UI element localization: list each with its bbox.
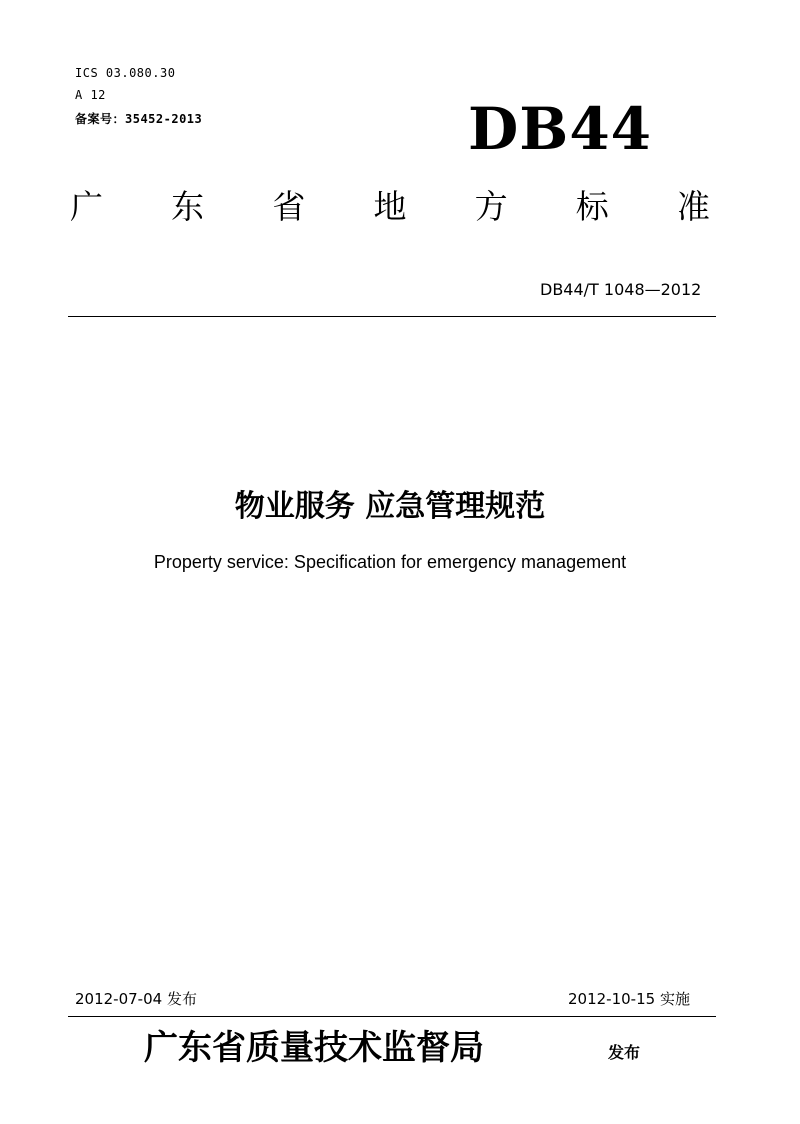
standard-type-char: 标 [575,187,609,226]
standard-type-char: 准 [676,187,710,226]
standard-type-char: 地 [373,187,407,226]
implementation-date: 2012-10-15 实施 [568,990,690,1008]
standard-type-heading [70,187,710,226]
standard-type-char: 东 [171,187,205,226]
issuing-authority: 广东省质量技术监督局 [144,1028,484,1068]
issuer-suffix: 发布 [608,1043,641,1062]
classification-code: A 12 [75,88,106,102]
standard-number: DB44/T 1048—2012 [540,280,702,299]
issue-date: 2012-07-04 发布 [75,990,197,1008]
standard-type-char: 方 [474,187,508,226]
bottom-divider [68,1016,716,1017]
db-code-logo: DB44 [468,95,653,163]
ics-code: ICS 03.080.30 [75,66,176,80]
record-number: 备案号：35452-2013 [75,112,203,126]
document-title-cn: 物业服务 应急管理规范 [234,489,546,524]
standard-type-char: 省 [272,187,306,226]
top-divider [68,316,716,317]
document-title-en: Property service: Specification for emergency management [153,552,627,572]
standard-type-char: 广 [70,187,103,226]
